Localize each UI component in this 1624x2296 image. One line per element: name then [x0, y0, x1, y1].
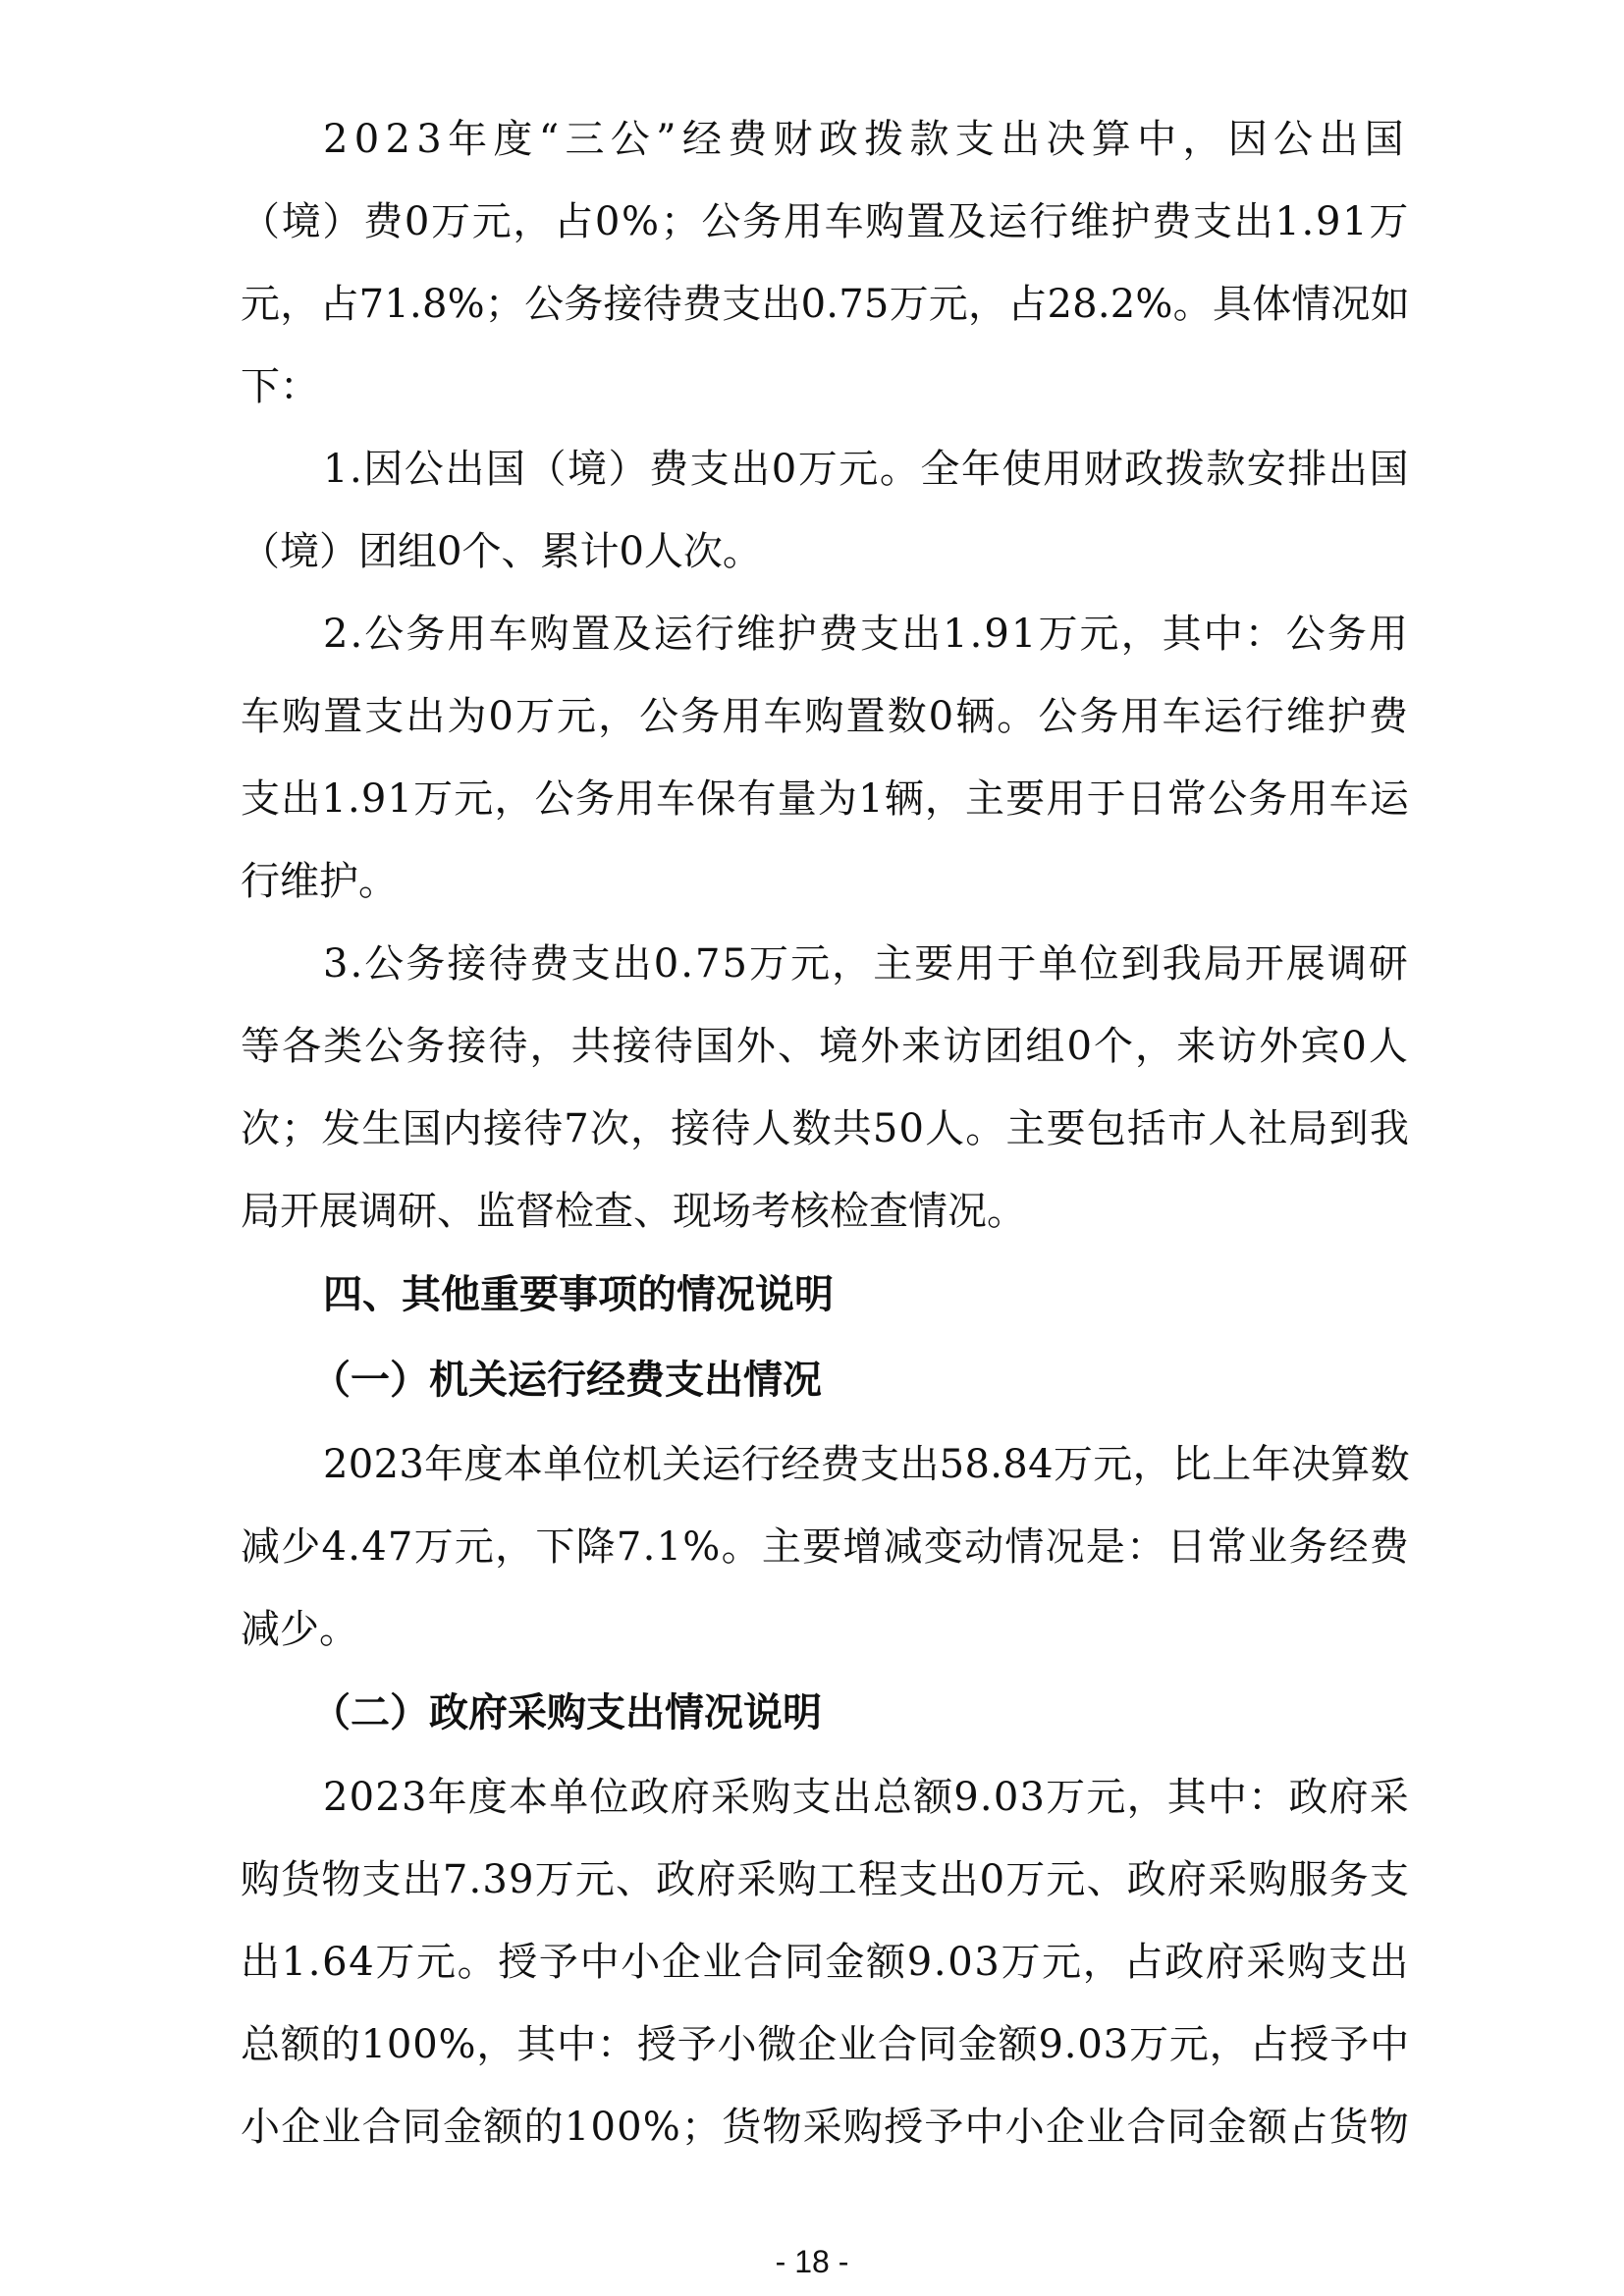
text-line-content: 减少。: [241, 1607, 358, 1652]
text-line-content: （境）费0万元，占0%；公务用车购置及运行维护费支出1.91万: [241, 199, 1410, 244]
text-line-content: （二）政府采购支出情况说明: [311, 1690, 822, 1735]
text-line-content: 下：: [241, 364, 319, 409]
text-line: [241, 181, 1410, 263]
text-line-content: （境）团组0个、累计0人次。: [241, 529, 762, 574]
text-line: [241, 1338, 1410, 1423]
paragraph: [241, 593, 1410, 923]
text-line: [241, 263, 1410, 346]
text-line: [241, 1921, 1410, 2003]
text-line: [241, 1423, 1410, 1506]
text-line-content: （一）机关运行经费支出情况: [311, 1358, 822, 1403]
text-line: [241, 840, 1410, 923]
text-line: [241, 1588, 1410, 1671]
text-line: [241, 1506, 1410, 1588]
text-line: [241, 428, 1410, 510]
paragraph: [241, 1756, 1410, 2168]
text-line-content: 四、其他重要事项的情况说明: [323, 1272, 834, 1317]
text-line: [241, 1088, 1410, 1170]
text-line: [241, 1005, 1410, 1088]
text-line-content: 1.因公出国（境）费支出0万元。全年使用财政拨款安排出国: [323, 447, 1410, 492]
subsection-heading: [241, 1671, 1410, 1756]
text-line: [241, 1170, 1410, 1253]
text-line-content: 3.公务接待费支出0.75万元，主要用于单位到我局开展调研: [323, 941, 1410, 987]
text-line-content: 等各类公务接待，共接待国外、境外来访团组0个，来访外宾0人: [241, 1024, 1410, 1069]
text-line-content: 2023年度“三公”经费财政拨款支出决算中，因公出国: [323, 117, 1410, 162]
paragraph: [241, 1423, 1410, 1671]
text-line: [241, 2086, 1410, 2168]
text-line: [241, 1253, 1410, 1338]
text-line-content: 2023年度本单位政府采购支出总额9.03万元，其中：政府采: [323, 1775, 1410, 1820]
text-line-content: 次；发生国内接待7次，接待人数共50人。主要包括市人社局到我: [241, 1106, 1410, 1151]
document-body: [241, 98, 1410, 2168]
text-line: [241, 675, 1410, 758]
text-line: [241, 593, 1410, 675]
paragraph: [241, 428, 1410, 593]
text-line-content: 局开展调研、监督检查、现场考核检查情况。: [241, 1189, 1026, 1234]
text-line-content: 2023年度本单位机关运行经费支出58.84万元，比上年决算数: [323, 1442, 1410, 1487]
text-line-content: 购货物支出7.39万元、政府采购工程支出0万元、政府采购服务支: [241, 1857, 1410, 1902]
text-line-content: 小企业合同金额的100%；货物采购授予中小企业合同金额占货物: [241, 2105, 1410, 2150]
text-line: [241, 346, 1410, 428]
text-line: [241, 1756, 1410, 1839]
text-line-content: 出1.64万元。授予中小企业合同金额9.03万元，占政府采购支出: [241, 1940, 1410, 1985]
page-number: - 18 -: [775, 2244, 849, 2279]
text-line: [241, 923, 1410, 1005]
text-line: [241, 98, 1410, 181]
text-line-content: 元，占71.8%；公务接待费支出0.75万元，占28.2%。具体情况如: [241, 282, 1410, 327]
text-line: [241, 2003, 1410, 2086]
subsection-heading: [241, 1338, 1410, 1423]
section-heading: [241, 1253, 1410, 1338]
text-line: [241, 758, 1410, 840]
text-line-content: 总额的100%，其中：授予小微企业合同金额9.03万元，占授予中: [241, 2022, 1410, 2067]
text-line-content: 减少4.47万元，下降7.1%。主要增减变动情况是：日常业务经费: [241, 1524, 1410, 1570]
text-line-content: 车购置支出为0万元，公务用车购置数0辆。公务用车运行维护费: [241, 694, 1410, 739]
text-line: [241, 1839, 1410, 1921]
text-line: [241, 510, 1410, 593]
text-line: [241, 1671, 1410, 1756]
paragraph: [241, 923, 1410, 1253]
text-line-content: 2.公务用车购置及运行维护费支出1.91万元，其中：公务用: [323, 612, 1410, 657]
text-line-content: 支出1.91万元，公务用车保有量为1辆，主要用于日常公务用车运: [241, 776, 1410, 822]
paragraph: [241, 98, 1410, 428]
text-line-content: 行维护。: [241, 859, 398, 904]
